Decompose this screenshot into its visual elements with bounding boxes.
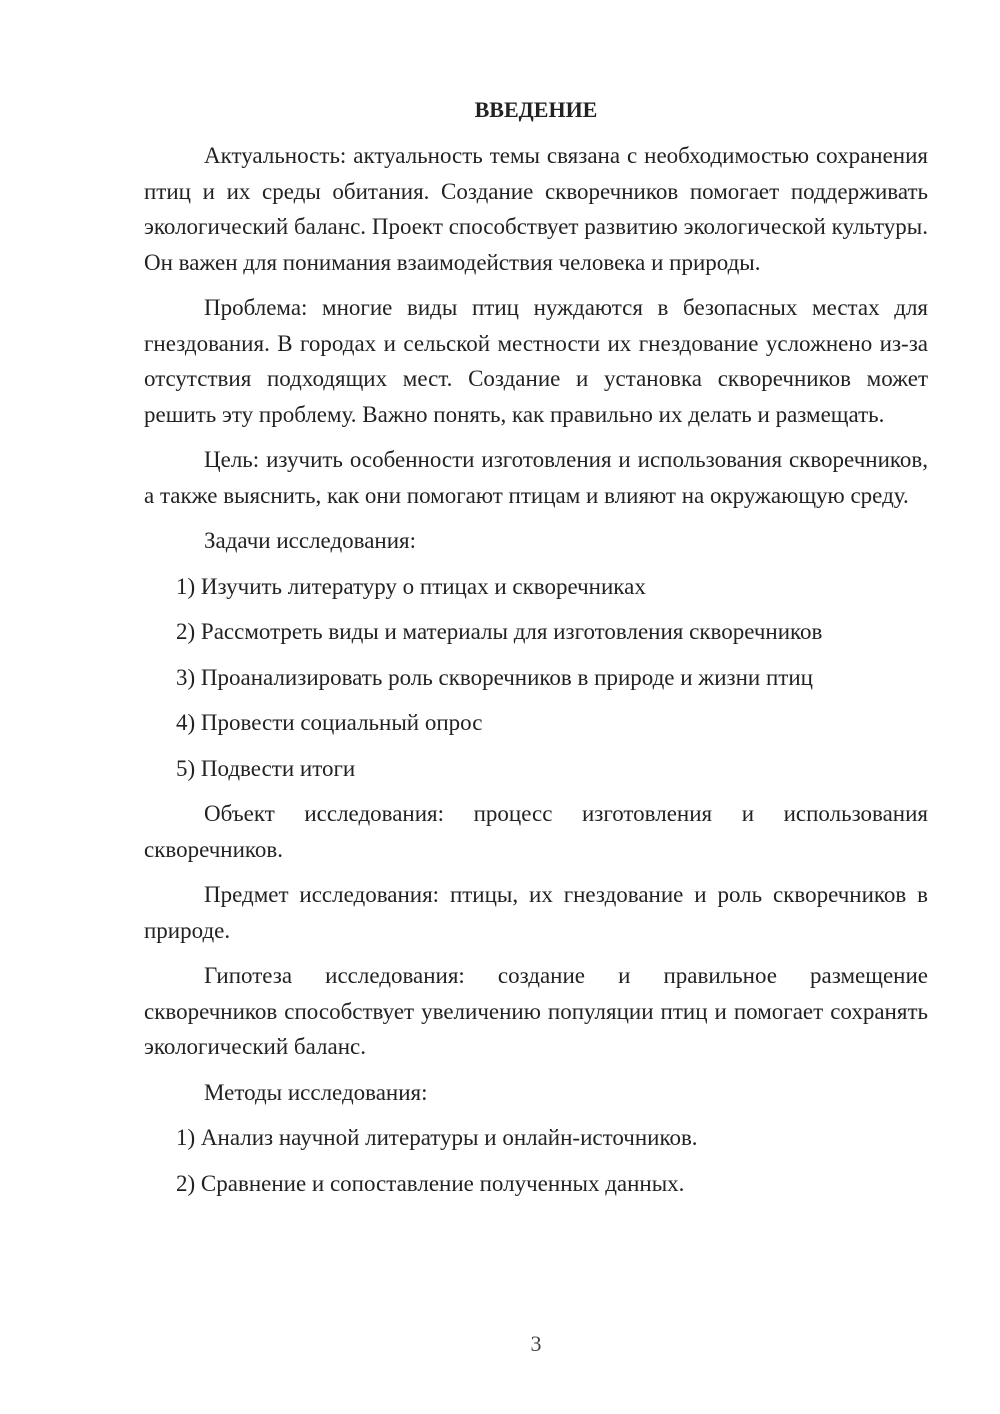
page-number: 3 (530, 1331, 542, 1356)
task-item: 4) Провести социальный опрос (176, 710, 483, 735)
task-item: 5) Подвести итоги (176, 755, 356, 781)
document-page (144, 95, 928, 1211)
relevance-paragraph: Актуальность: актуальность темы связана с необходимостью сохранения птиц и их среды обитания. Создание скворечников помогает поддерживать экологический баланс. Проект способствует развитию экологической культуры. Он важен для понимания взаимодействия человека и природы. (144, 143, 928, 275)
method-item: 2) Сравнение и сопоставление полученных данных. (176, 1170, 685, 1196)
methods-title: Методы исследования: (204, 1079, 428, 1105)
object-paragraph: Объект исследования: процесс изготовления и использования скворечников. (144, 801, 928, 862)
subject-paragraph: Предмет исследования: птицы, их гнездование и роль скворечников в природе. (144, 882, 928, 943)
task-item: 3) Проанализировать роль скворечников в природе и жизни птиц (176, 664, 813, 690)
task-item: 1) Изучить литературу о птицах и скворечниках (176, 573, 646, 599)
hypothesis-paragraph: Гипотеза исследования: создание и правильное размещение скворечников способствует увеличению популяции птиц и помогает сохранять экологический баланс. (144, 963, 928, 1059)
problem-paragraph: Проблема: многие виды птиц нуждаются в безопасных местах для гнездования. В городах и сельской местности их гнездование усложнено из-за отсутствия подходящих мест. Создание и установка скворечников может решить эту проблему. Важно понять, как правильно их делать и размещать. (144, 295, 928, 427)
task-item: 2) Рассмотреть виды и материалы для изготовления скворечников (176, 619, 823, 644)
method-item: 1) Анализ научной литературы и онлайн-источников. (176, 1125, 698, 1150)
tasks-title: Задачи исследования: (204, 528, 417, 553)
goal-paragraph: Цель: изучить особенности изготовления и использования скворечников, а также выяснить, как они помогают птицам и влияют на окружающую среду. (144, 447, 928, 508)
section-heading: ВВЕДЕНИЕ (474, 97, 598, 122)
